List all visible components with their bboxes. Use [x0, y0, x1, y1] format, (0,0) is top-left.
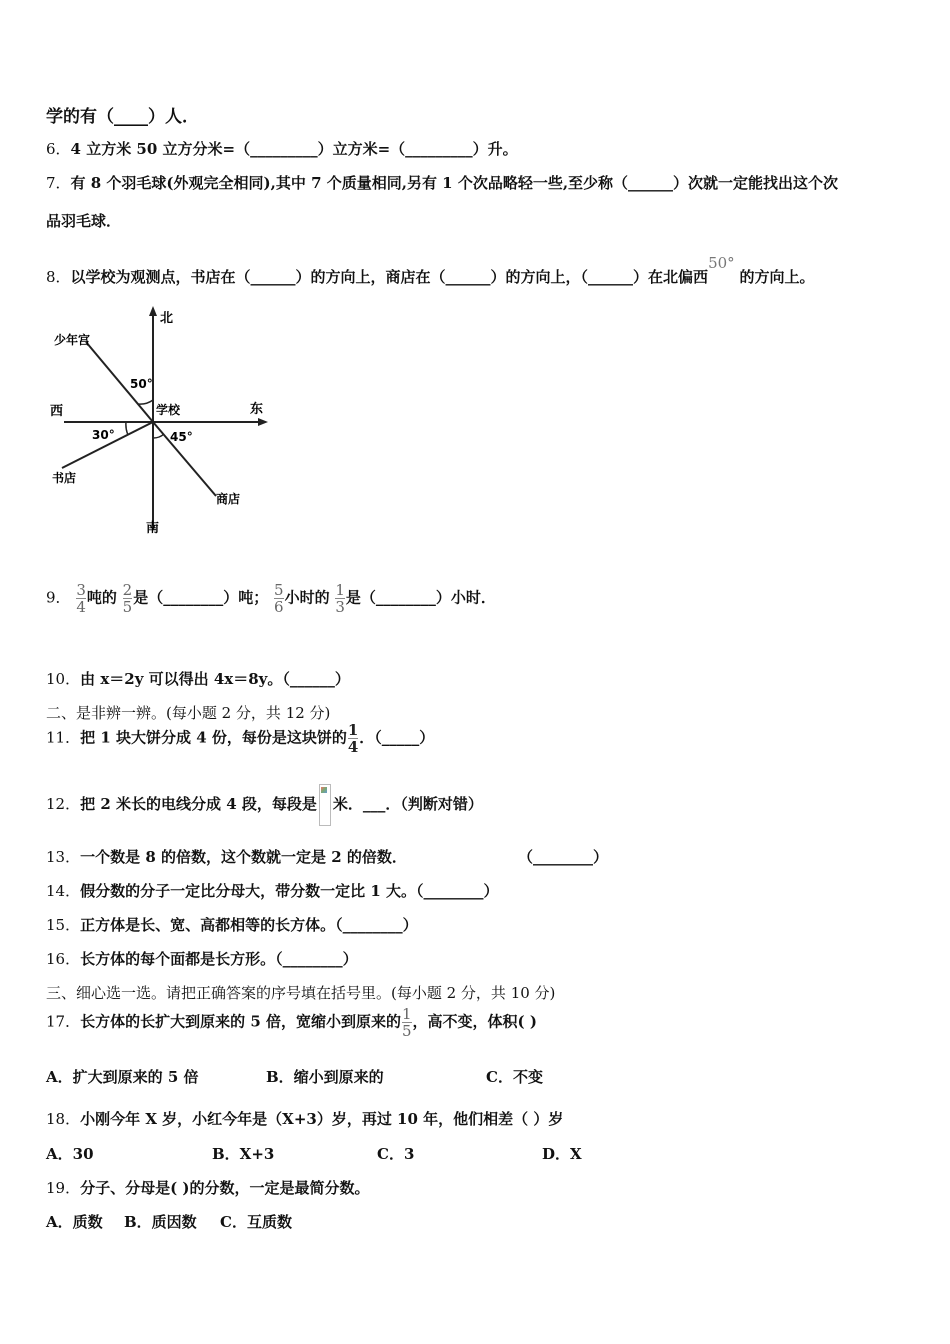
q18-option-a[interactable]: A．30 [46, 1145, 94, 1163]
q17-option-a[interactable]: A．扩大到原来的 5 倍 [46, 1068, 199, 1086]
question-11: 11．把 1 块大饼分成 4 份，每份是这块饼的 $\frac{1}{4}$ ．（_____） [46, 721, 435, 756]
question-19 [46, 1177, 370, 1198]
question-7 [46, 172, 838, 193]
question-number: 19． [46, 1179, 81, 1197]
section-3-heading: 三、细心选一选。请把正确答案的序号填在括号里。(每小题 2 分，共 10 分) [46, 984, 556, 1002]
question-14 [46, 880, 498, 901]
q19-option-b[interactable]: B．质因数 [124, 1213, 197, 1231]
question-17: 17．长方体的长扩大到原来的 5 倍，宽缩小到原来的 $\frac{1}{5}$ ，高不变，体积( ) [46, 1005, 537, 1040]
label-bookstore: 书店 [52, 471, 77, 485]
label-south: 南 [146, 521, 160, 536]
question-12: 12．把 2 米长的电线分成 4 段，每段是 米．___．（判断对错） [46, 784, 483, 826]
question-text: 分子、分母是( )的分数，一定是最简分数。 [80, 1179, 370, 1197]
east-arrow-icon [258, 418, 268, 426]
fraction-1-3: $\frac{1}{3}$ [335, 581, 345, 616]
question-13-blank: （________） [518, 848, 609, 866]
question-10 [46, 668, 350, 689]
arc-sw [126, 422, 128, 435]
broken-image-icon [319, 784, 331, 826]
question-13 [46, 846, 407, 867]
label-shaoniangong: 少年宫 [54, 333, 91, 347]
question-8 [46, 254, 814, 287]
angle-value: 50° [708, 254, 735, 272]
question-16 [46, 948, 358, 969]
question-6 [46, 138, 518, 159]
q18-option-b[interactable]: B．X+3 [212, 1145, 275, 1163]
question-text: 把 2 米长的电线分成 4 段，每段是 [80, 795, 317, 813]
q17-option-b[interactable]: B．缩小到原来的 [266, 1068, 384, 1086]
question-text: 正方体是长、宽、高都相等的长方体。（________） [80, 916, 418, 934]
question-text: 把 1 块大饼分成 4 份，每份是这块饼的 [80, 728, 347, 747]
north-arrow-icon [149, 306, 157, 316]
question-number: 16． [46, 950, 81, 968]
fraction-5-6: $\frac{5}{6}$ [274, 581, 284, 616]
label-west: 西 [50, 404, 64, 419]
question-7-continued: 品羽毛球． [46, 212, 122, 230]
direction-diagram [46, 300, 286, 545]
question-text: 假分数的分子一定比分母大，带分数一定比 1 大。（________） [80, 882, 499, 900]
question-number: 17． [46, 1012, 81, 1031]
question-text-end: 的方向上。 [739, 268, 815, 286]
q18-option-c[interactable]: C．3 [377, 1145, 415, 1163]
question-number: 13． [46, 848, 81, 866]
question-text: 以学校为观测点，书店在（______）的方向上，商店在（______）的方向上，（______）在北偏西 [70, 268, 709, 286]
label-angle-45: 45° [170, 430, 193, 444]
fraction-3-4: $\frac{3}{4}$ [76, 581, 86, 616]
fraction-1-5: $\frac{1}{5}$ [401, 1005, 412, 1040]
question-text: 一个数是 8 的倍数，这个数就一定是 2 的倍数． [80, 848, 407, 866]
question-18 [46, 1108, 563, 1129]
question-number: 15． [46, 916, 81, 934]
question-number: 10． [46, 670, 81, 688]
question-number: 6． [46, 140, 71, 158]
question-9: 9． $\frac{3}{4}$ 吨的 $\frac{2}{5}$ 是（________）吨； $\frac{5}{6}$ 小时的 $\frac{1}{3}$ 是（________）小时． [46, 581, 496, 616]
question-number: 9． [46, 588, 71, 607]
question-number: 14． [46, 882, 81, 900]
question-text: 由 x＝2y 可以得出 4x＝8y。（______） [80, 670, 350, 688]
label-shop: 商店 [216, 492, 241, 506]
q5-tail: 学的有（____）人． [46, 107, 199, 127]
q17-option-c[interactable]: C．不变 [486, 1068, 543, 1086]
arc-se [153, 434, 164, 438]
label-east: 东 [250, 402, 264, 417]
label-school: 学校 [156, 403, 181, 417]
q19-option-a[interactable]: A．质数 [46, 1213, 103, 1231]
label-north: 北 [160, 311, 174, 326]
q19-option-c[interactable]: C．互质数 [220, 1213, 292, 1231]
arc-nw [138, 400, 153, 404]
label-angle-50: 50° [130, 377, 153, 391]
question-15 [46, 914, 418, 935]
question-number: 11． [46, 728, 81, 747]
question-text: 长方体的长扩大到原来的 5 倍，宽缩小到原来的 [80, 1012, 401, 1031]
question-number: 8． [46, 268, 71, 286]
question-number: 12． [46, 795, 81, 813]
question-number: 7． [46, 174, 71, 192]
fraction-2-5: $\frac{2}{5}$ [122, 581, 133, 616]
label-angle-30: 30° [92, 428, 115, 442]
question-text: 小刚今年 X 岁，小红今年是（X+3）岁，再过 10 年，他们相差（ ）岁 [80, 1110, 564, 1128]
section-2-heading: 二、是非辨一辨。(每小题 2 分，共 12 分) [46, 704, 331, 722]
q18-option-d[interactable]: D．X [542, 1145, 582, 1163]
question-text: 长方体的每个面都是长方形。（________） [80, 950, 358, 968]
question-number: 18． [46, 1110, 81, 1128]
fraction-1-4: $\frac{1}{4}$ [347, 721, 359, 756]
question-text: 4 立方米 50 立方分米=（_________）立方米=（_________）升。 [70, 140, 518, 158]
question-text: 有 8 个羽毛球(外观完全相同),其中 7 个质量相同,另有 1 个次品略轻一些,至少称（______）次就一定能找出这个次 [70, 174, 839, 192]
